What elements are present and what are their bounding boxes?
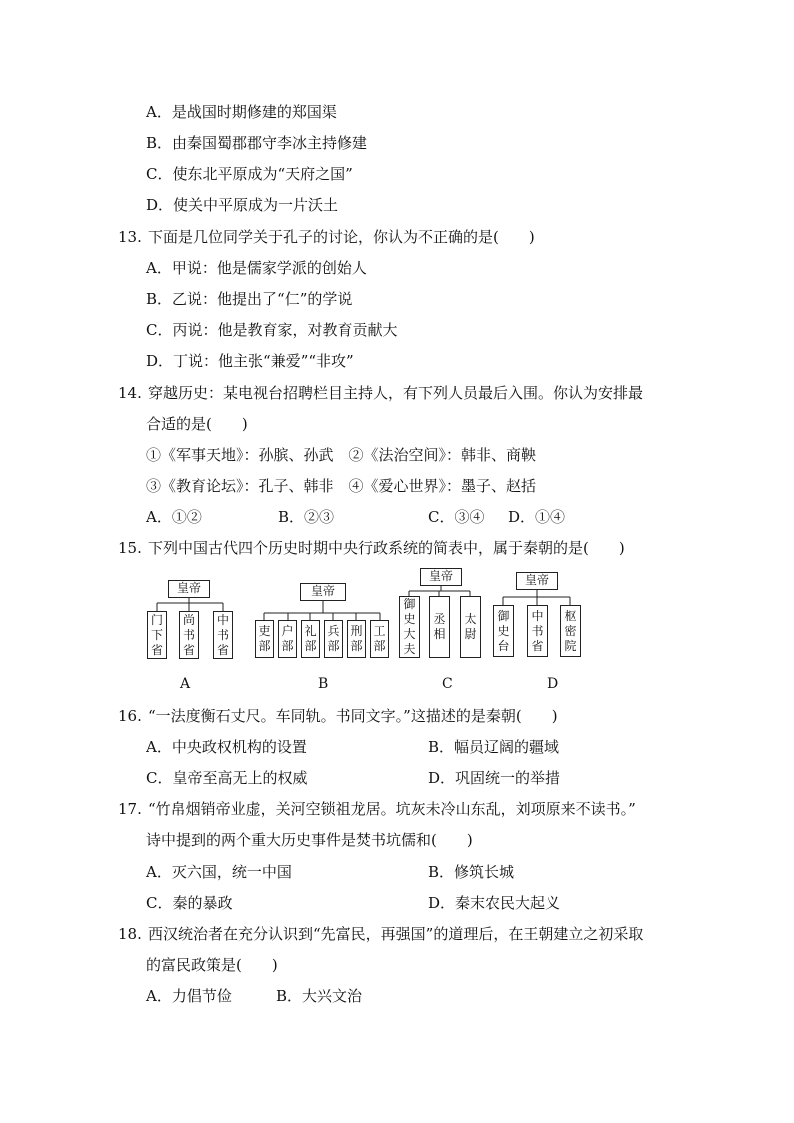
q15-number: 15. bbox=[118, 539, 142, 557]
q14-option-c: C．③④ bbox=[428, 508, 485, 526]
diagram-c-child-2-text: 丞相 bbox=[433, 612, 446, 641]
diagram-b-emperor: 皇帝 bbox=[300, 583, 346, 601]
diagram-a-child-1 bbox=[147, 611, 167, 659]
diagram-a-child-2 bbox=[179, 611, 199, 659]
q14-stem-line1: 穿越历史：某电视台招聘栏目主持人，有下列人员最后入围。你认为安排最 bbox=[148, 384, 644, 402]
diagram-d-child-1 bbox=[493, 605, 514, 657]
q12-option-a: A．是战国时期修建的郑国渠 bbox=[146, 103, 337, 121]
diagram-a-child-3-text: 中书省 bbox=[217, 612, 230, 657]
q16-option-b: B．幅员辽阔的疆域 bbox=[428, 738, 560, 756]
diagram-d-child-3 bbox=[560, 605, 581, 657]
q13-option-d: D．丁说：他主张“兼爱”“非攻” bbox=[146, 352, 354, 370]
q13-option-a: A．甲说：他是儒家学派的创始人 bbox=[146, 259, 367, 277]
diagram-b-child-5 bbox=[347, 620, 366, 658]
diagram-b-label: B bbox=[318, 676, 329, 692]
diagram-b-child-4-text: 兵部 bbox=[327, 624, 340, 653]
diagram-b-child-3-text: 礼部 bbox=[304, 624, 317, 653]
diagram-d-child-1-text: 御史台 bbox=[497, 608, 510, 653]
diagram-c-child-3 bbox=[460, 596, 481, 658]
diagram-a-child-1-text: 门下省 bbox=[151, 612, 164, 657]
q12-option-c: C．使东北平原成为“天府之国” bbox=[146, 165, 353, 183]
diagram-a-child-3 bbox=[213, 611, 233, 659]
diagram-a-child-2-text: 尚书省 bbox=[183, 612, 196, 657]
diagram-a-emperor: 皇帝 bbox=[168, 580, 210, 598]
diagram-c-child-1 bbox=[399, 596, 420, 658]
diagram-b-child-6 bbox=[370, 620, 389, 658]
q18-option-b: B．大兴文治 bbox=[276, 987, 363, 1005]
diagram-b-child-1-text: 吏部 bbox=[258, 624, 271, 653]
q16-stem: “一法度衡石丈尺。车同轨。书同文字。”这描述的是秦朝( ) bbox=[148, 707, 558, 725]
q15-stem: 下列中国古代四个历史时期中央行政系统的简表中，属于秦朝的是( ) bbox=[148, 539, 625, 557]
q18-stem-line2: 的富民政策是( ) bbox=[146, 956, 278, 974]
q14-stem-line2: 合适的是( ) bbox=[146, 415, 248, 433]
diagram-a-label: A bbox=[180, 676, 191, 692]
q14-items-line1: ①《军事天地》：孙膑、孙武 ②《法治空间》：韩非、商鞅 bbox=[146, 446, 537, 464]
q17-option-d: D．秦末农民大起义 bbox=[428, 894, 561, 912]
q17-option-c: C．秦的暴政 bbox=[146, 894, 233, 912]
q12-option-d: D．使关中平原成为一片沃土 bbox=[146, 196, 339, 214]
q18-option-a: A．力倡节俭 bbox=[146, 987, 232, 1005]
diagram-c-label: C bbox=[442, 676, 453, 692]
diagram-d-emperor: 皇帝 bbox=[516, 572, 558, 590]
diagram-c-child-3-text: 太尉 bbox=[464, 612, 477, 641]
q13-number: 13. bbox=[118, 228, 142, 246]
q18-stem-line1: 西汉统治者在充分认识到“先富民，再强国”的道理后，在王朝建立之初采取 bbox=[148, 925, 644, 943]
q14-option-b: B．②③ bbox=[278, 508, 335, 526]
q14-number: 14. bbox=[118, 384, 142, 402]
q13-stem: 下面是几位同学关于孔子的讨论，你认为不正确的是( ) bbox=[148, 228, 535, 246]
diagram-c-emperor: 皇帝 bbox=[420, 568, 462, 586]
q18-number: 18. bbox=[118, 925, 142, 943]
q17-number: 17. bbox=[118, 800, 142, 818]
q14-items-line2: ③《教育论坛》：孔子、韩非 ④《爱心世界》：墨子、赵括 bbox=[146, 477, 537, 495]
q17-stem-line2: 诗中提到的两个重大历史事件是焚书坑儒和( ) bbox=[146, 831, 473, 849]
q13-option-b: B．乙说：他提出了“仁”的学说 bbox=[146, 290, 353, 308]
diagram-b-child-1 bbox=[255, 620, 274, 658]
diagram-b-child-4 bbox=[324, 620, 343, 658]
diagram-b-child-5-text: 刑部 bbox=[350, 624, 363, 653]
q16-number: 16. bbox=[118, 707, 142, 725]
q12-option-b: B．由秦国蜀郡郡守李冰主持修建 bbox=[146, 134, 368, 152]
diagram-b-child-2-text: 户部 bbox=[281, 624, 294, 653]
q13-option-c: C．丙说：他是教育家，对教育贡献大 bbox=[146, 321, 398, 339]
q14-option-d: D．①④ bbox=[508, 508, 566, 526]
diagram-b-child-6-text: 工部 bbox=[373, 624, 386, 653]
q16-option-a: A．中央政权机构的设置 bbox=[146, 738, 307, 756]
diagram-c-child-1-text: 御史大夫 bbox=[403, 597, 416, 656]
q16-option-c: C．皇帝至高无上的权威 bbox=[146, 769, 308, 787]
q16-option-d: D．巩固统一的举措 bbox=[428, 769, 561, 787]
q17-option-b: B．修筑长城 bbox=[428, 863, 515, 881]
diagram-d-child-2 bbox=[527, 605, 548, 657]
diagram-b-child-2 bbox=[278, 620, 297, 658]
diagram-d-child-3-text: 枢密院 bbox=[564, 608, 577, 653]
q17-stem-line1: “竹帛烟销帝业虚，关河空锁祖龙居。坑灰未冷山东乱，刘项原来不读书。” bbox=[148, 800, 636, 818]
diagram-d-label: D bbox=[547, 676, 559, 692]
diagram-d-child-2-text: 中书省 bbox=[531, 608, 544, 653]
q14-option-a: A．①② bbox=[146, 508, 202, 526]
diagram-c-child-2 bbox=[429, 596, 450, 658]
diagram-b-child-3 bbox=[301, 620, 320, 658]
q17-option-a: A．灭六国，统一中国 bbox=[146, 863, 292, 881]
